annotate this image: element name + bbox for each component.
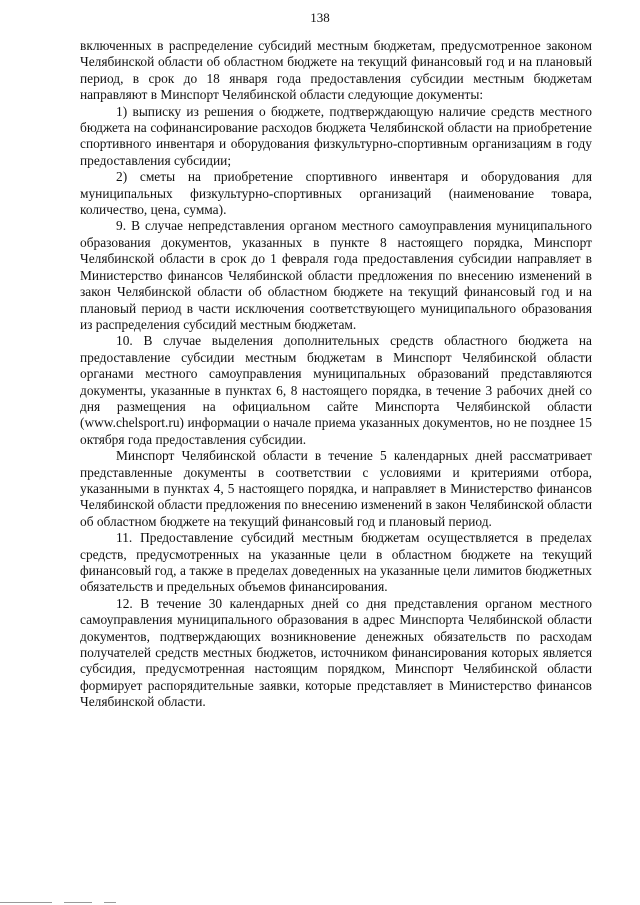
page-number: 138 [310, 10, 330, 25]
paragraph-clause-10-review: Минспорт Челябинской области в течение 5 календарных дней рассматривает представленные документы в соответствии с условиями и критериями отбора, указанными в пунктах 4, 5 настоящего порядка, и направляет в Министерство финансов Челябинской области предложения по внесению изменений в закон Челябинской области об областном бюджете на текущий финансовый год и плановый период. [80, 448, 592, 529]
paragraph-continuation: включенных в распределение субсидий местным бюджетам, предусмотренное законом Челябинской области об областном бюджете на текущий финансовый год и на плановый период, в срок до 18 января года предоставления субсидии местным бюджетам направляют в Минспорт Челябинской области следующие документы: [80, 38, 592, 103]
paragraph-clause-9: 9. В случае непредставления органом местного самоуправления муниципального образования документов, указанных в пункте 8 настоящего порядка, Минспорт Челябинской области в срок до 1 февраля года предоставления субсидии направляет в Министерство финансов Челябинской области предложения по внесению изменений в закон Челябинской области об областном бюджете на текущий финансовый год и на плановый период в части исключения соответствующего муниципального образования из распределения субсидий местным бюджетам. [80, 218, 592, 332]
paragraph-item-2: 2) сметы на приобретение спортивного инвентаря и оборудования для муниципальных физкультурно-спортивных организаций (наименование товара, количество, цена, сумма). [80, 169, 592, 218]
scan-mark [64, 902, 92, 903]
scan-mark [104, 902, 116, 903]
scan-footer-marks [0, 899, 640, 903]
document-body [80, 38, 592, 711]
paragraph-item-1: 1) выписку из решения о бюджете, подтверждающую наличие средств местного бюджета на софинансирование расходов бюджета Челябинской области на приобретение спортивного инвентаря и оборудования физкультурно-спортивным организациям в году предоставления субсидии; [80, 103, 592, 168]
paragraph-clause-11: 11. Предоставление субсидий местным бюджетам осуществляется в пределах средств, предусмотренных на указанные цели в областном бюджете на текущий финансовый год, а также в пределах доведенных на указанные цели лимитов бюджетных обязательств и предельных объемов финансирования. [80, 530, 592, 595]
paragraph-clause-10: 10. В случае выделения дополнительных средств областного бюджета на предоставление субсидии местным бюджетам в Минспорт Челябинской области органами местного самоуправления муниципальных образований представляются документы, указанные в пунктах 6, 8 настоящего порядка, в течение 3 рабочих дней со дня размещения на официальном сайте Минспорта Челябинской области (www.chelsport.ru) информации о начале приема указанных документов, но не позднее 15 октября года предоставления субсидии. [80, 333, 592, 447]
scan-mark [0, 902, 52, 903]
paragraph-clause-12: 12. В течение 30 календарных дней со дня представления органом местного самоуправления муниципального образования в адрес Минспорта Челябинской области документов, подтверждающих возникновение денежных обязательств по расходам получателей средств местных бюджетов, источником финансирования которых является субсидия, предусмотренная настоящим порядком, Минспорт Челябинской области формирует распорядительные заявки, которые представляет в Министерство финансов Челябинской области. [80, 595, 592, 710]
